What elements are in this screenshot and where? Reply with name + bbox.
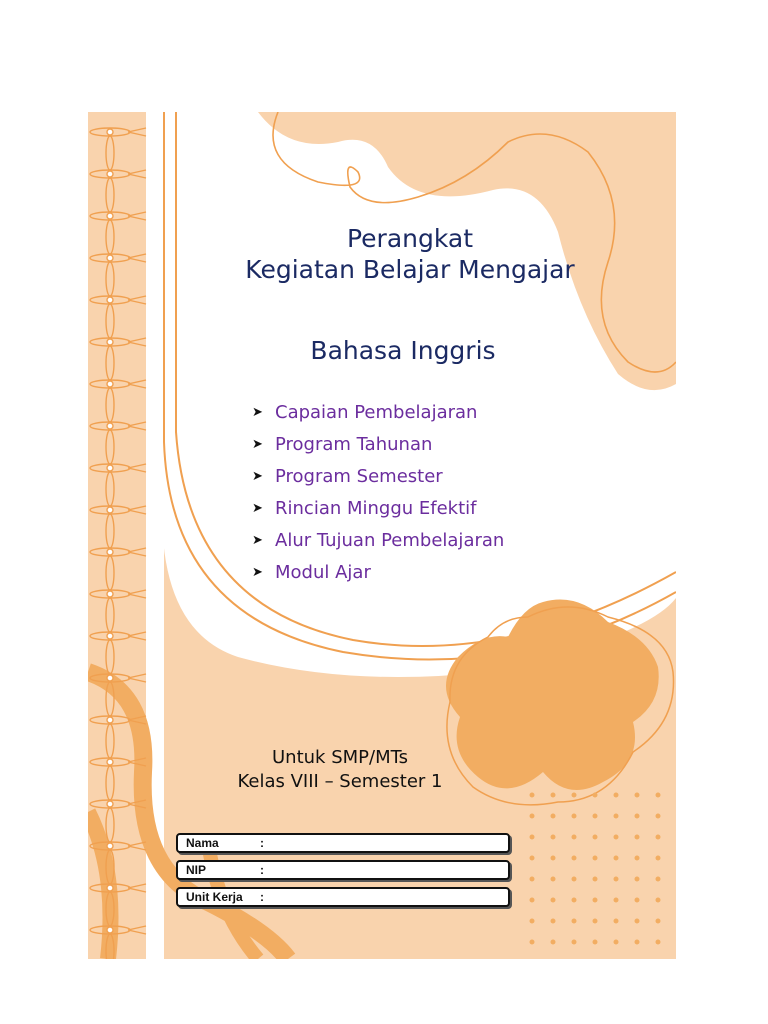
list-item: ➤ Alur Tujuan Pembelajaran [252, 529, 505, 551]
document-title [88, 223, 732, 285]
list-item: ➤ Capaian Pembelajaran [252, 401, 478, 423]
list-item: ➤ Program Tahunan [252, 433, 433, 455]
list-item: ➤ Rincian Minggu Efektif [252, 497, 477, 519]
title-line-1: Perangkat [346, 224, 474, 253]
audience-info [190, 746, 490, 794]
field-label: NIP [186, 863, 207, 877]
field-label: Unit Kerja [186, 890, 243, 904]
name-field[interactable] [176, 833, 510, 853]
subject-title: Bahasa Inggris [310, 336, 496, 365]
arrowhead-bullet-icon: ➤ [252, 564, 263, 580]
arrowhead-bullet-icon: ➤ [252, 468, 263, 484]
field-separator: : [260, 890, 264, 904]
audience-class: Kelas VIII – Semester 1 [237, 771, 443, 792]
title-line-2: Kegiatan Belajar Mengajar [245, 255, 575, 284]
arrowhead-bullet-icon: ➤ [252, 532, 263, 548]
contents-list [252, 396, 504, 588]
unit-kerja-field[interactable] [176, 887, 510, 907]
arrowhead-bullet-icon: ➤ [252, 436, 263, 452]
nip-field[interactable] [176, 860, 510, 880]
field-separator: : [260, 863, 264, 877]
list-item: ➤ Modul Ajar [252, 561, 371, 583]
list-item: ➤ Program Semester [252, 465, 443, 487]
arrowhead-bullet-icon: ➤ [252, 404, 263, 420]
field-separator: : [260, 836, 264, 850]
arrowhead-bullet-icon: ➤ [252, 500, 263, 516]
field-label: Nama [186, 836, 219, 850]
audience-school: Untuk SMP/MTs [272, 747, 408, 768]
